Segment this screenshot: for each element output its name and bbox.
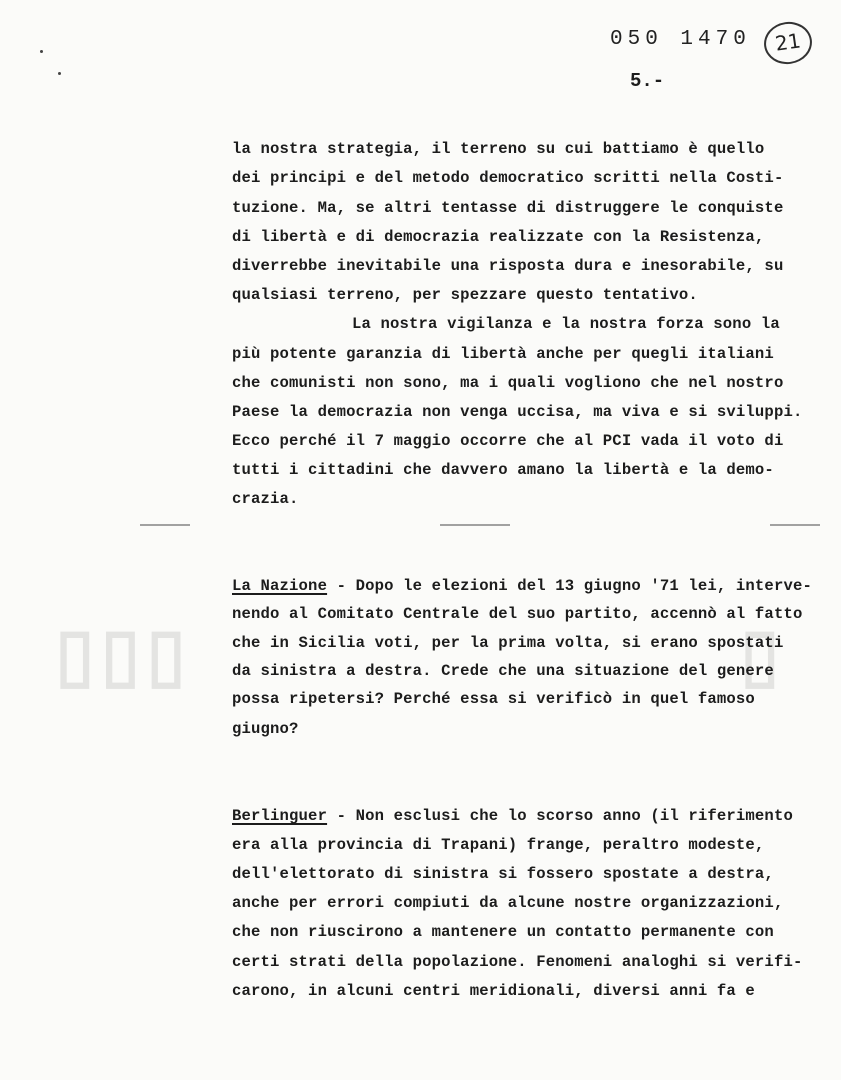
bleed-through-mark: ▯ (740, 615, 780, 695)
text-line: Paese la democrazia non venga uccisa, ma viva e si sviluppi. (232, 403, 803, 421)
text-line: più potente garanzia di libertà anche per quegli italiani (232, 345, 774, 363)
question-first-line (232, 577, 812, 595)
speaker-name: Berlinguer (232, 807, 328, 825)
text-line: Ecco perché il 7 maggio occorre che al PCI vada il voto di (232, 432, 784, 450)
text-line: giugno? (232, 720, 299, 738)
speaker-name: La Nazione (232, 577, 328, 595)
text-line: La nostra vigilanza e la nostra forza sono la (352, 315, 780, 333)
separator-line (440, 524, 510, 526)
text-line: possa ripetersi? Perché essa si verificò in quel famoso (232, 690, 755, 708)
separator-line (140, 524, 190, 526)
text-line: dei principi e del metodo democratico scritti nella Costi- (232, 169, 784, 187)
separator-line (770, 524, 820, 526)
text-line: certi strati della popolazione. Fenomeni analoghi si verifi- (232, 953, 803, 971)
text-line: era alla provincia di Trapani) frange, peraltro modeste, (232, 836, 765, 854)
archive-number: 050 1470 (610, 28, 751, 51)
text-line: che non riuscirono a mantenere un contatto permanente con (232, 923, 774, 941)
speck (40, 50, 43, 53)
question-text: - Dopo le elezioni del 13 giugno '71 lei, interve- (327, 577, 812, 595)
bleed-through-mark: ▯▯▯ (55, 615, 192, 695)
text-line: crazia. (232, 490, 299, 508)
text-line: carono, in alcuni centri meridionali, diversi anni fa e (232, 982, 755, 1000)
text-line: tuzione. Ma, se altri tentasse di distruggere le conquiste (232, 199, 784, 217)
text-line: anche per errori compiuti da alcune nostre organizzazioni, (232, 894, 784, 912)
answer-first-line (232, 807, 793, 825)
answer-text: - Non esclusi che lo scorso anno (il riferimento (327, 807, 793, 825)
text-line: diverrebbe inevitabile una risposta dura e inesorabile, su (232, 257, 784, 275)
text-line: la nostra strategia, il terreno su cui battiamo è quello (232, 140, 765, 158)
text-line: dell'elettorato di sinistra si fossero spostate a destra, (232, 865, 774, 883)
text-line: che comunisti non sono, ma i quali vogliono che nel nostro (232, 374, 784, 392)
circled-page-number: 21 (761, 19, 814, 67)
text-line: tutti i cittadini che davvero amano la libertà e la demo- (232, 461, 774, 479)
text-line: di libertà e di democrazia realizzate con la Resistenza, (232, 228, 765, 246)
text-line: da sinistra a destra. Crede che una situazione del genere (232, 662, 774, 680)
speck (58, 72, 61, 75)
page-number: 5.- (630, 70, 665, 92)
text-line: che in Sicilia voti, per la prima volta, si erano spostati (232, 634, 784, 652)
text-line: qualsiasi terreno, per spezzare questo tentativo. (232, 286, 698, 304)
text-line: nendo al Comitato Centrale del suo partito, accennò al fatto (232, 605, 803, 623)
